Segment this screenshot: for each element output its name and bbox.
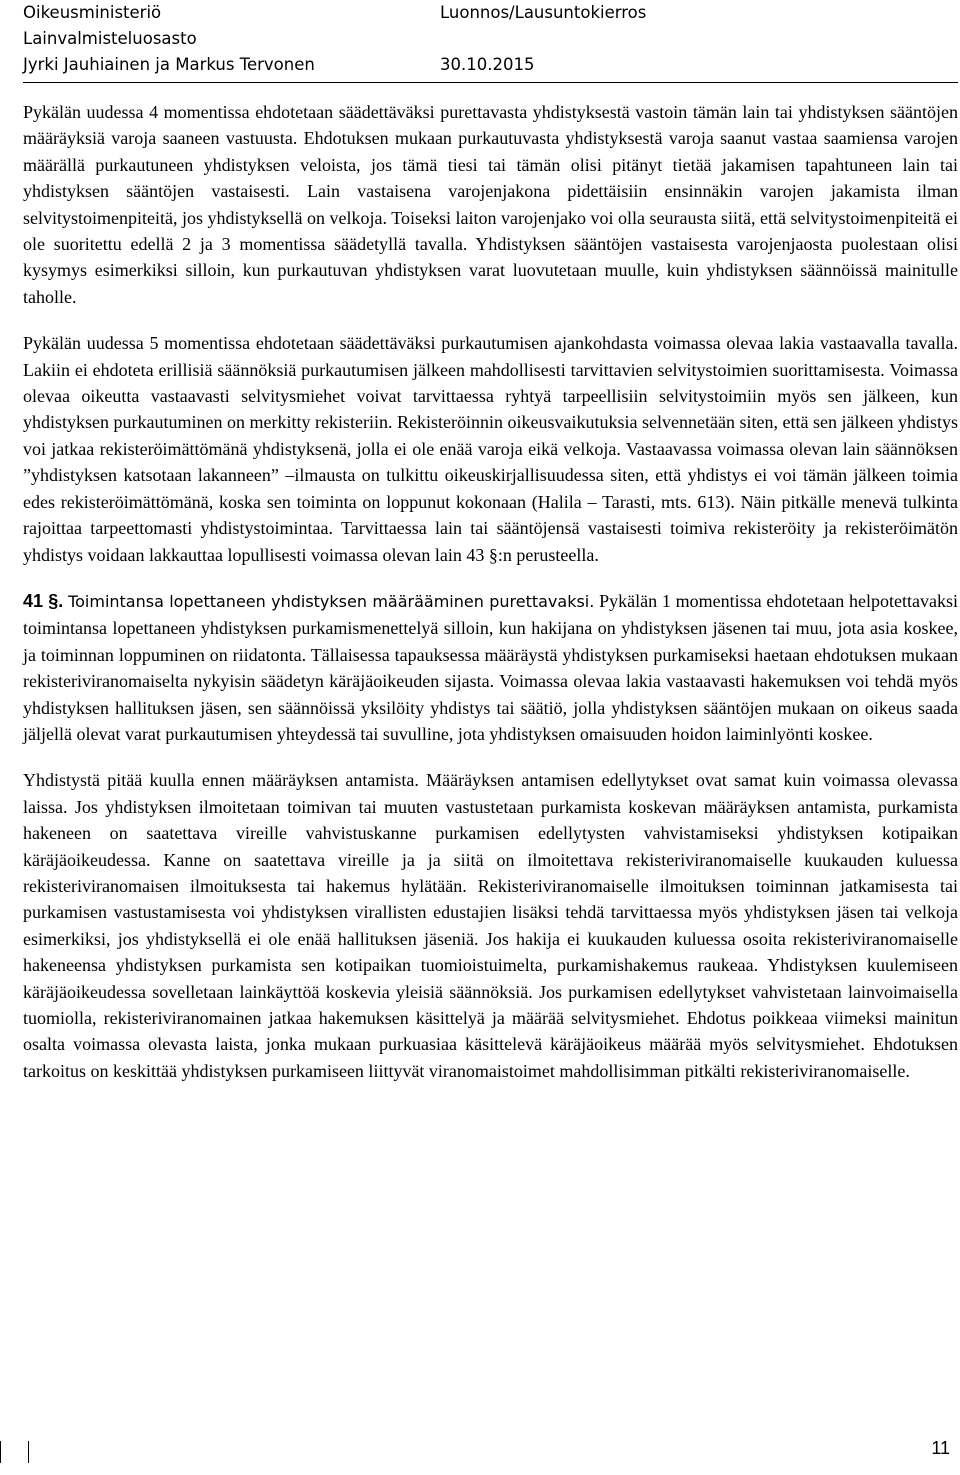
- section-paragraph: [23, 588, 958, 747]
- paragraph: Yhdistystä pitää kuulla ennen määräyksen antamista. Määräyksen antamisen edellytykset ovat samat kuin voimassa olevassa laissa. Jos yhdistyksen ilmoitetaan toimivan tai muuten vastustetaan purkamista koskevan määräyksen antamista, purkamista hakeneen on saatettava vireille vahvistuskanne purkamisen edellytysten vahvistamiseksi yhdistyksen kotipaikan käräjäoikeudessa. Kanne on saatettava vireille ja ja siitä on ilmoitettava rekisteriviranomaiselle kuukauden kuluessa rekisteriviranomaisen ilmoituksesta tai hakemus hylätään. Rekisteriviranomaiselle ilmoituksen toiminnan jatkamisesta tai purkamisen vastustamisesta voi yhdistyksen virallisten edustajien lisäksi tehdä tarvittaessa myös yhdistyksen jäsen tai velkoja esimerkiksi, jos yhdistyksellä ei ole enää hallituksen jäseniä. Jos hakija ei kuukauden kuluessa osoita rekisteriviranomaiselle hakeneensa yhdistyksen purkamista sen kotipaikan tuomioistuimelta, purkamishakemus raukeaa. Yhdistyksen kuulemiseen käräjäoikeudessa sovelletaan lainkäyttöä koskevia yleisiä säännöksiä. Jos purkamisen edellytykset vahvistetaan lainvoimaisella tuomiolla, rekisteriviranomainen jatkaa hakemuksen käsittelyä ja määrää selvitysmiehet. Ehdotus poikkeaa viimeksi mainitun osalta voimassa olevasta laista, jonka mukaan purkuasiaa käsittelevä käräjäoikeus määrää myös selvitysmiehet. Ehdotuksen tarkoitus on keskittää yhdistyksen purkamiseen liittyvät viranomaistoimet mahdollisimman pitkälti rekisteriviranomaiselle.: [23, 770, 958, 1081]
- header-ministry: Oikeusministeriö: [23, 3, 162, 22]
- page-number: 11: [931, 1438, 950, 1458]
- paragraph: Pykälän uudessa 4 momentissa ehdotetaan säädettäväksi purettavasta yhdistyksestä vastoin tämän lain tai yhdistyksen sääntöjen määräyksiä varoja saaneen vastuusta. Ehdotuksen mukaan purkautuvasta yhdistyksestä varoja saanut vastaa saamiensa varojen määrällä purkautuneen yhdistyksen veloista, jos tämä tiesi tai tämän olisi pitänyt tietää jakamisen tapahtuneen lain tai yhdistyksen sääntöjen vastaisesti. Lain vastaisena varojenjakona pidettäisiin ensinnäkin varojen jakamista ilman selvitystoimenpiteitä, jos yhdistyksellä on velkoja. Toiseksi laiton varojenjako voi olla seurausta siitä, että selvitystoimenpiteitä ei ole suoritettu edellä 2 ja 3 momentissa säädetyllä tavalla. Yhdistyksen sääntöjen vastaisesta varojenjaosta puolestaan olisi kysymys esimerkiksi silloin, kun purkautuvan yhdistyksen varat luovutetaan muulle, kuin yhdistyksen säännöissä mainitulle taholle.: [23, 102, 958, 307]
- section-text: Pykälän 1 momentissa ehdotetaan helpotettavaksi toimintansa lopettaneen yhdistyksen purkamismenettelyä silloin, kun hakijana on yhdistyksen jäsenen tai muu, jota asia koskee, ja toiminnan loppuminen on riidatonta. Tällaisessa tapauksessa määräystä yhdistyksen purkamiseksi haetaan ehdotuksen mukaan rekisteriviranomaiselta nykyisin säädetyn käräjäoikeuden sijasta. Voimassa olevaa lakia vastaavasti hakemuksen voi tehdä myös yhdistyksen hallituksen jäsen, sen säännöissä yksilöity yhdistys tai säätiö, jolla yhdistyksen sääntöjen mukaan on oikeus saada jäljellä olevat varat purkautumisen yhteydessä tai suvulline, jota yhdistyksen omaisuuden hoidon laiminlyönti koskee.: [23, 590, 959, 744]
- section-number: 41 §.: [23, 590, 64, 611]
- header-authors: Jyrki Jauhiainen ja Markus Tervonen: [23, 55, 315, 74]
- section-title: Toimintansa lopettaneen yhdistyksen määrääminen purettavaksi.: [68, 591, 595, 611]
- footer-mark: [28, 1441, 29, 1463]
- header-unit: Lainvalmisteluosasto: [23, 29, 197, 48]
- page-header: [23, 0, 953, 80]
- document-body: [23, 99, 958, 1084]
- paragraph: Pykälän uudessa 5 momentissa ehdotetaan säädettäväksi purkautumisen ajankohdasta voimassa olevaa lakia vastaavalla tavalla. Lakiin ei ehdoteta erillisiä säännöksiä purkautumisen jälkeen mahdollisesti tarvittavien selvitystoimien suorittamisesta. Voimassa olevaa oikeutta vastaavasti selvitysmiehet voivat tarvittaessa ryhtyä tarpeellisiin selvitystoimiin myös sen jälkeen, kun yhdistyksen purkautuminen on merkitty rekisteriin. Rekisteröinnin oikeusvaikutuksia selvennetään siten, että sen jälkeen yhdistys voi jatkaa rekisteröimättömänä yhdistyksenä, jolla ei ole enää varoja eikä velkoja. Vastaavassa voimassa olevan lain säännöksen ”yhdistyksen katsotaan lakanneen” –ilmausta on tulkittu oikeuskirjallisuudessa siten, että yhdistys ei voi tämän jälkeen toimia edes rekisteröimättömänä, koska sen toiminta on loppunut kokonaan (Halila – Tarasti, mts. 613). Näin pitkälle menevä tulkinta rajoittaa tarpeettomasti yhdistystoimintaa. Tarvittaessa lain tai sääntöjensä vastaisesti toimiva rekisteröity ja rekisteröimätön yhdistys voidaan lakkauttaa lopullisesti voimassa olevan lain 43 §:n perusteella.: [23, 333, 958, 565]
- header-date: 30.10.2015: [440, 55, 535, 74]
- footer-mark: [0, 1441, 1, 1463]
- header-divider: [23, 82, 958, 83]
- header-document-type: Luonnos/Lausuntokierros: [440, 3, 647, 22]
